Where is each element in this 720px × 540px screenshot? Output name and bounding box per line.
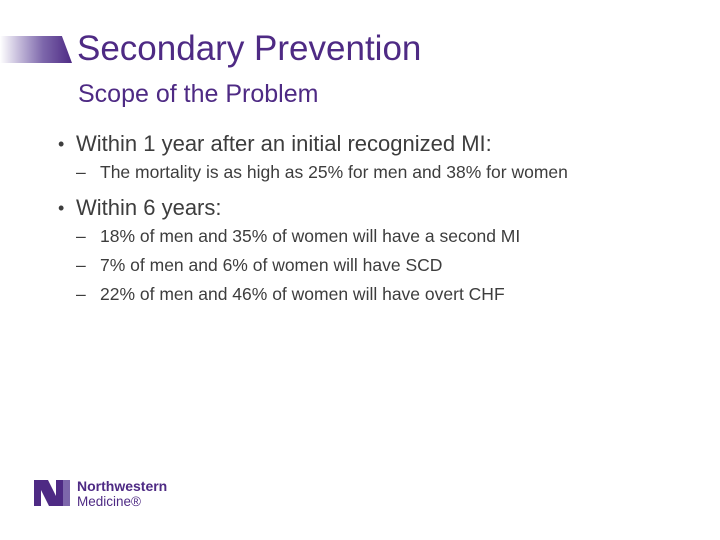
sub-bullet-item xyxy=(58,283,658,306)
dash-icon: – xyxy=(76,226,86,246)
sub-bullet-text: The mortality is as high as 25% for men and 38% for women xyxy=(100,162,568,182)
sub-bullet-text: 7% of men and 6% of women will have SCD xyxy=(100,255,443,275)
sub-bullet-list xyxy=(58,161,658,184)
title-accent-bar xyxy=(0,36,72,63)
bullet-dot-icon: • xyxy=(58,134,65,154)
bullet-text: Within 6 years: xyxy=(76,195,222,220)
bullet-text: Within 1 year after an initial recognized MI: xyxy=(76,131,492,156)
dash-icon: – xyxy=(76,284,86,304)
sub-bullet-text: 22% of men and 46% of women will have overt CHF xyxy=(100,284,505,304)
slide-title: Secondary Prevention xyxy=(77,29,422,68)
sub-bullet-item xyxy=(58,254,658,277)
bullet-item xyxy=(58,194,658,222)
logo-text-medicine: Medicine® xyxy=(77,494,141,509)
dash-icon: – xyxy=(76,255,86,275)
sub-bullet-item xyxy=(58,225,658,248)
dash-icon: – xyxy=(76,162,86,182)
bullet-list xyxy=(58,130,658,316)
slide-subtitle: Scope of the Problem xyxy=(78,80,319,108)
logo-text-northwestern: Northwestern xyxy=(77,478,168,494)
northwestern-n-logo-icon xyxy=(34,478,70,508)
bullet-item xyxy=(58,130,658,158)
bullet-dot-icon: • xyxy=(58,198,65,218)
sub-bullet-text: 18% of men and 35% of women will have a second MI xyxy=(100,226,521,246)
sub-bullet-item xyxy=(58,161,658,184)
sub-bullet-list xyxy=(58,225,658,306)
